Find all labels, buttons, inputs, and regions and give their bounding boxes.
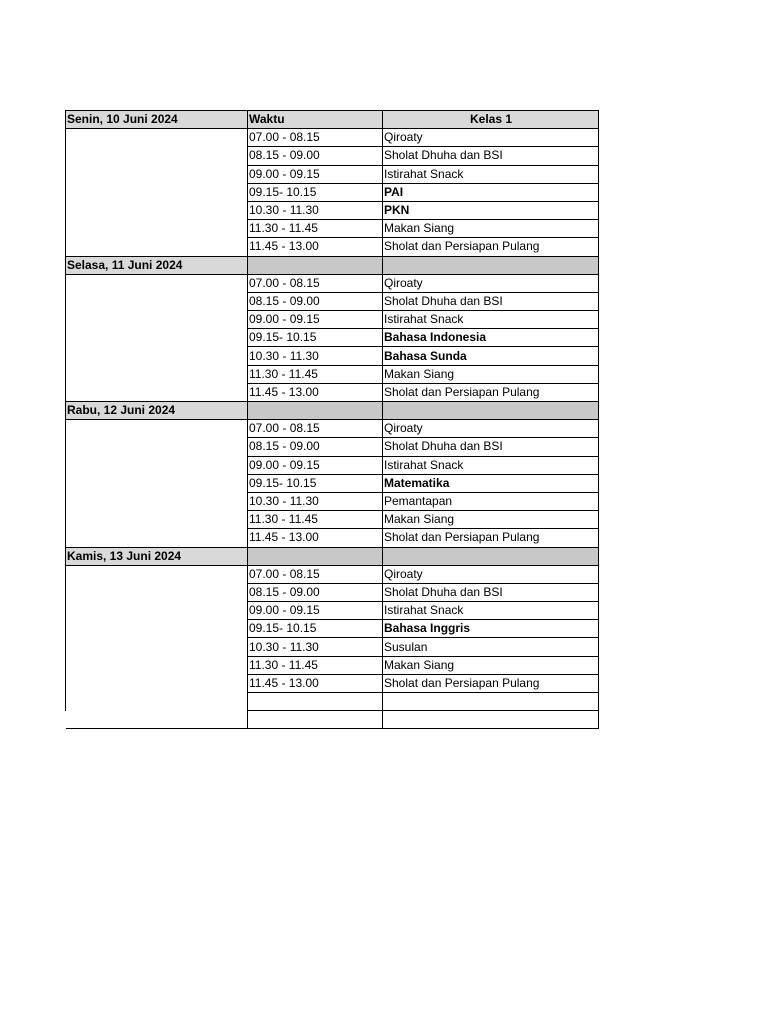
day-span-cell[interactable] xyxy=(66,383,248,401)
subject-cell[interactable]: Qiroaty xyxy=(383,565,599,583)
time-cell[interactable]: 11.45 - 13.00 xyxy=(248,383,383,401)
time-cell[interactable]: 11.30 - 11.45 xyxy=(248,656,383,674)
schedule-row xyxy=(66,292,599,310)
time-cell[interactable]: 08.15 - 09.00 xyxy=(248,147,383,165)
time-cell[interactable]: 08.15 - 09.00 xyxy=(248,583,383,601)
schedule-row xyxy=(66,602,599,620)
schedule-table xyxy=(65,110,599,729)
time-cell[interactable]: 09.00 - 09.15 xyxy=(248,311,383,329)
subject-cell[interactable]: Sholat Dhuha dan BSI xyxy=(383,583,599,601)
day-span-cell[interactable] xyxy=(66,165,248,183)
time-cell[interactable]: 10.30 - 11.30 xyxy=(248,492,383,510)
day-header-row xyxy=(66,547,599,565)
schedule-row xyxy=(66,165,599,183)
day-label[interactable]: Kamis, 13 Juni 2024 xyxy=(66,547,248,565)
schedule-row xyxy=(66,365,599,383)
subject-cell[interactable]: Makan Siang xyxy=(383,511,599,529)
day-header-class-cell[interactable] xyxy=(383,256,599,274)
day-header-class-cell[interactable] xyxy=(383,547,599,565)
day-span-cell[interactable] xyxy=(66,602,248,620)
subject-cell[interactable]: Bahasa Sunda xyxy=(383,347,599,365)
subject-cell[interactable]: Sholat Dhuha dan BSI xyxy=(383,292,599,310)
schedule-row xyxy=(66,274,599,292)
schedule-row xyxy=(66,329,599,347)
schedule-row xyxy=(66,220,599,238)
schedule-row xyxy=(66,492,599,510)
day-span-cell[interactable] xyxy=(66,620,248,638)
day-span-cell[interactable] xyxy=(66,656,248,674)
time-cell[interactable]: 07.00 - 08.15 xyxy=(248,274,383,292)
day-span-cell[interactable] xyxy=(66,511,248,529)
schedule-row xyxy=(66,420,599,438)
day-span-cell[interactable] xyxy=(66,492,248,510)
schedule-row xyxy=(66,383,599,401)
subject-cell[interactable]: Sholat Dhuha dan BSI xyxy=(383,438,599,456)
day-span-cell[interactable] xyxy=(66,183,248,201)
time-cell[interactable]: 11.30 - 11.45 xyxy=(248,511,383,529)
subject-cell[interactable]: Pemantapan xyxy=(383,492,599,510)
time-cell[interactable]: 11.30 - 11.45 xyxy=(248,220,383,238)
subject-cell[interactable]: Bahasa Inggris xyxy=(383,620,599,638)
day-span-cell[interactable] xyxy=(66,311,248,329)
header-row xyxy=(66,111,599,129)
day-span-cell[interactable] xyxy=(66,292,248,310)
schedule-row xyxy=(66,656,599,674)
schedule-row xyxy=(66,565,599,583)
schedule-row xyxy=(66,511,599,529)
time-cell[interactable]: 09.00 - 09.15 xyxy=(248,602,383,620)
time-cell[interactable]: 10.30 - 11.30 xyxy=(248,638,383,656)
day-span-cell[interactable] xyxy=(66,456,248,474)
day-span-cell[interactable] xyxy=(66,438,248,456)
time-cell[interactable]: 07.00 - 08.15 xyxy=(248,129,383,147)
day-span-cell[interactable] xyxy=(66,238,248,256)
subject-cell[interactable] xyxy=(383,693,599,711)
day-span-cell[interactable] xyxy=(66,638,248,656)
time-cell[interactable]: 07.00 - 08.15 xyxy=(248,420,383,438)
schedule-row xyxy=(66,529,599,547)
subject-cell[interactable]: Bahasa Indonesia xyxy=(383,329,599,347)
time-cell[interactable]: 11.45 - 13.00 xyxy=(248,674,383,692)
day-header-class-cell[interactable] xyxy=(383,402,599,420)
schedule-row xyxy=(66,183,599,201)
subject-cell[interactable]: Makan Siang xyxy=(383,220,599,238)
subject-cell[interactable]: Istirahat Snack xyxy=(383,602,599,620)
subject-cell[interactable]: Istirahat Snack xyxy=(383,165,599,183)
day-header-time-cell[interactable] xyxy=(248,256,383,274)
day-span-cell[interactable] xyxy=(66,147,248,165)
time-cell[interactable]: 11.45 - 13.00 xyxy=(248,238,383,256)
time-cell[interactable]: 09.15- 10.15 xyxy=(248,183,383,201)
time-cell[interactable]: 09.00 - 09.15 xyxy=(248,165,383,183)
time-cell[interactable]: 11.30 - 11.45 xyxy=(248,365,383,383)
schedule-row xyxy=(66,583,599,601)
day-span-cell[interactable] xyxy=(66,201,248,219)
schedule-row xyxy=(66,147,599,165)
day-label[interactable]: Rabu, 12 Juni 2024 xyxy=(66,402,248,420)
schedule-row xyxy=(66,638,599,656)
day-span-cell[interactable] xyxy=(66,220,248,238)
schedule-row xyxy=(66,201,599,219)
day-span-cell[interactable] xyxy=(66,474,248,492)
day-span-cell[interactable] xyxy=(66,529,248,547)
schedule-row xyxy=(66,674,599,692)
subject-cell[interactable]: PKN xyxy=(383,201,599,219)
time-cell[interactable]: 09.00 - 09.15 xyxy=(248,456,383,474)
subject-cell[interactable]: Susulan xyxy=(383,638,599,656)
time-cell[interactable]: 08.15 - 09.00 xyxy=(248,438,383,456)
time-cell[interactable]: 09.15- 10.15 xyxy=(248,474,383,492)
subject-cell[interactable]: Qiroaty xyxy=(383,274,599,292)
subject-cell[interactable]: Sholat Dhuha dan BSI xyxy=(383,147,599,165)
subject-cell[interactable]: Sholat dan Persiapan Pulang xyxy=(383,674,599,692)
header-waktu[interactable]: Waktu xyxy=(248,111,383,129)
subject-cell[interactable]: Sholat dan Persiapan Pulang xyxy=(383,529,599,547)
subject-cell[interactable]: Istirahat Snack xyxy=(383,311,599,329)
subject-cell[interactable]: Qiroaty xyxy=(383,420,599,438)
subject-cell[interactable] xyxy=(383,711,599,729)
subject-cell[interactable]: Sholat dan Persiapan Pulang xyxy=(383,383,599,401)
schedule-row xyxy=(66,711,599,729)
time-cell[interactable]: 07.00 - 08.15 xyxy=(248,565,383,583)
day-span-cell[interactable] xyxy=(66,329,248,347)
subject-cell[interactable]: Qiroaty xyxy=(383,129,599,147)
header-kelas[interactable]: Kelas 1 xyxy=(383,111,599,129)
day-span-cell[interactable] xyxy=(66,583,248,601)
day-header-row xyxy=(66,256,599,274)
subject-cell[interactable]: Matematika xyxy=(383,474,599,492)
day-span-cell[interactable] xyxy=(66,129,248,147)
header-day-label[interactable]: Senin, 10 Juni 2024 xyxy=(66,111,248,129)
day-span-cell[interactable] xyxy=(66,420,248,438)
time-cell[interactable]: 11.45 - 13.00 xyxy=(248,529,383,547)
subject-cell[interactable]: Sholat dan Persiapan Pulang xyxy=(383,238,599,256)
time-cell[interactable]: 08.15 - 09.00 xyxy=(248,292,383,310)
subject-cell[interactable]: PAI xyxy=(383,183,599,201)
day-header-row xyxy=(66,402,599,420)
subject-cell[interactable]: Istirahat Snack xyxy=(383,456,599,474)
time-cell[interactable]: 09.15- 10.15 xyxy=(248,329,383,347)
time-cell[interactable]: 10.30 - 11.30 xyxy=(248,347,383,365)
day-span-cell[interactable] xyxy=(66,711,248,729)
schedule-row xyxy=(66,456,599,474)
schedule-row xyxy=(66,438,599,456)
day-span-cell[interactable] xyxy=(66,693,248,711)
time-cell[interactable] xyxy=(248,711,383,729)
day-header-time-cell[interactable] xyxy=(248,547,383,565)
schedule-row xyxy=(66,311,599,329)
time-cell[interactable] xyxy=(248,693,383,711)
day-span-cell[interactable] xyxy=(66,565,248,583)
time-cell[interactable]: 10.30 - 11.30 xyxy=(248,201,383,219)
schedule-row xyxy=(66,620,599,638)
day-span-cell[interactable] xyxy=(66,274,248,292)
time-cell[interactable]: 09.15- 10.15 xyxy=(248,620,383,638)
schedule-row xyxy=(66,238,599,256)
schedule-row xyxy=(66,129,599,147)
subject-cell[interactable]: Makan Siang xyxy=(383,656,599,674)
schedule-row xyxy=(66,474,599,492)
schedule-sheet xyxy=(65,110,599,729)
schedule-row xyxy=(66,347,599,365)
subject-cell[interactable]: Makan Siang xyxy=(383,365,599,383)
day-span-cell[interactable] xyxy=(66,365,248,383)
day-label[interactable]: Selasa, 11 Juni 2024 xyxy=(66,256,248,274)
day-header-time-cell[interactable] xyxy=(248,402,383,420)
schedule-row xyxy=(66,693,599,711)
day-span-cell[interactable] xyxy=(66,674,248,692)
day-span-cell[interactable] xyxy=(66,347,248,365)
